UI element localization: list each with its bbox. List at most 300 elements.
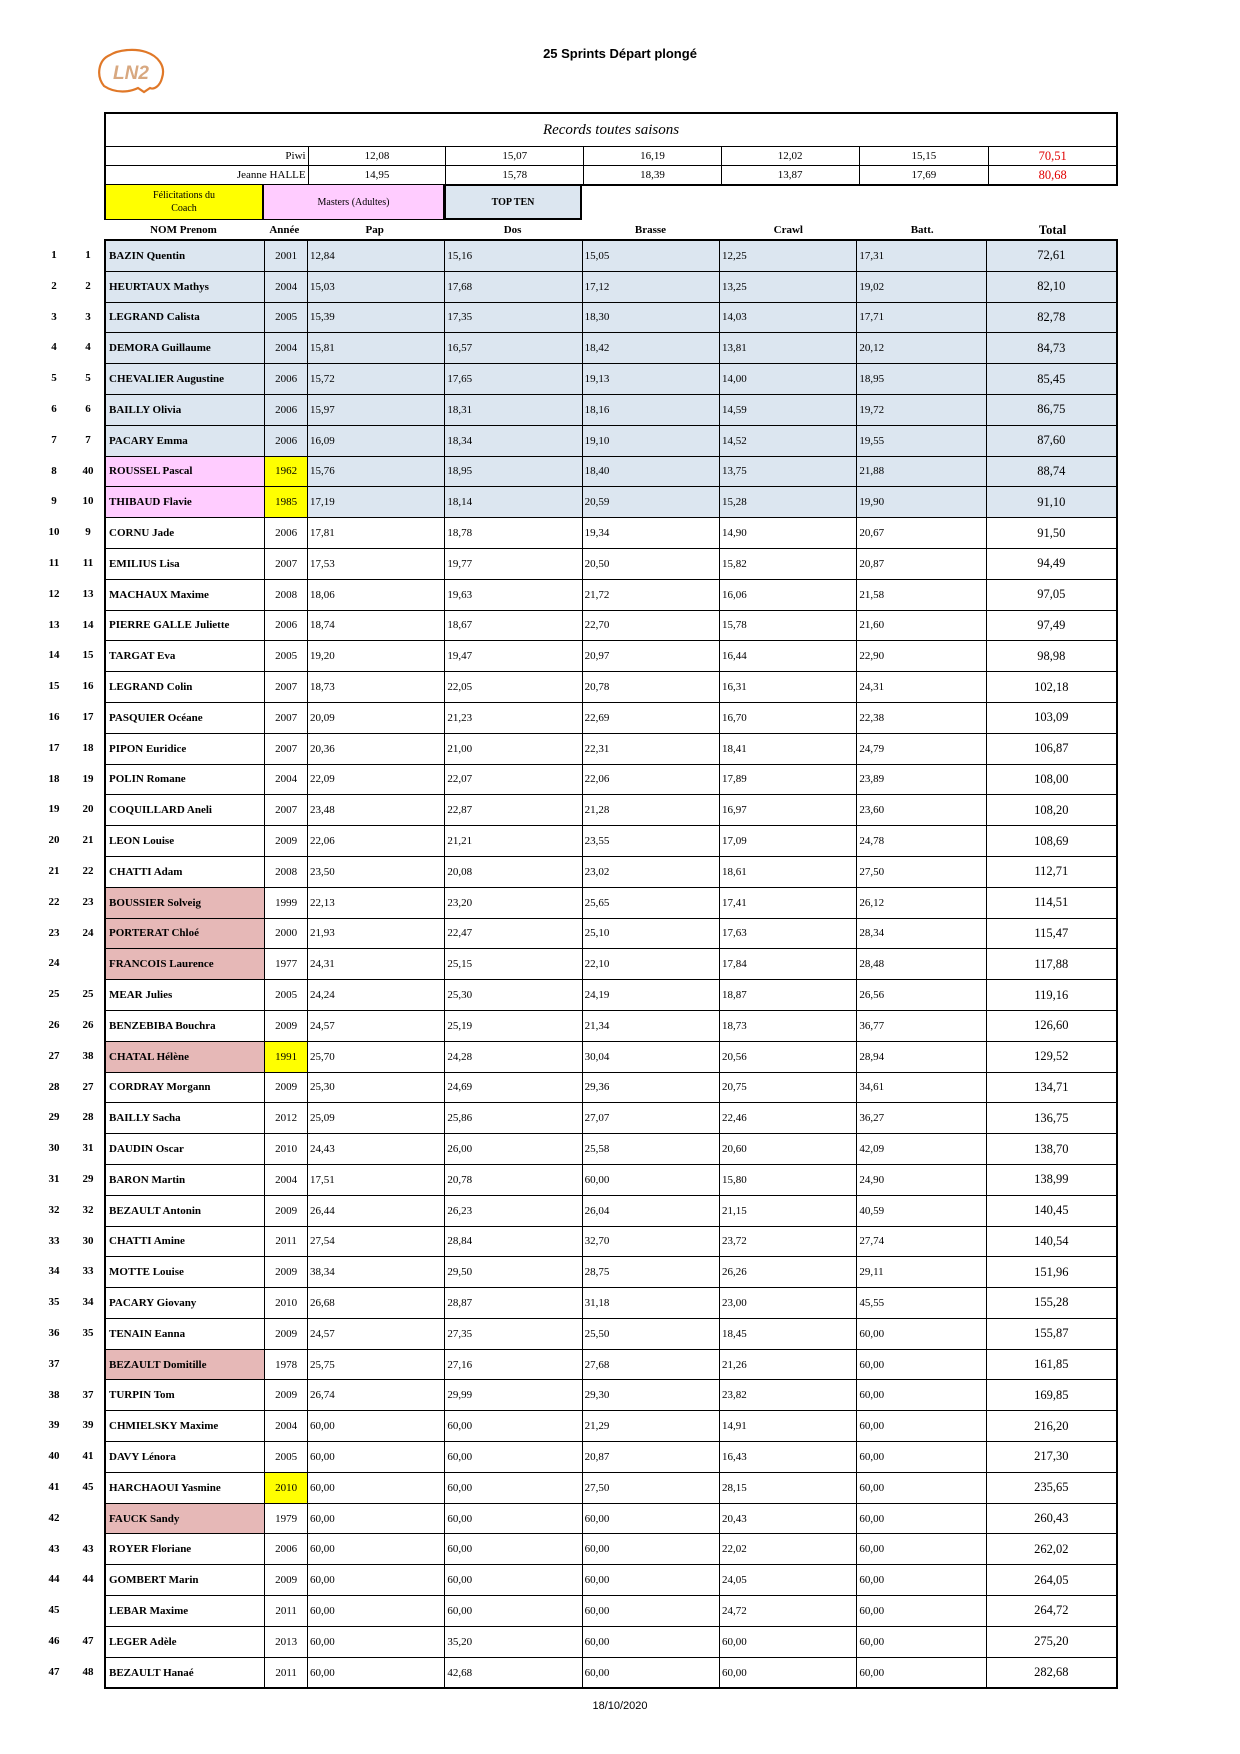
time-pap: 24,57 — [307, 1011, 444, 1041]
athlete-name: CHMIELSKY Maxime — [109, 1420, 219, 1433]
rank-number: 20 — [48, 834, 60, 847]
time-dos: 21,00 — [444, 734, 581, 764]
total-time: 126,60 — [986, 1011, 1116, 1041]
time-brasse: 21,72 — [582, 580, 719, 610]
previous-rank: 40 — [82, 464, 94, 477]
time-pap: 18,73 — [307, 672, 444, 702]
logo-text: LN2 — [113, 63, 149, 84]
time-batt: 22,38 — [856, 703, 985, 733]
time-crawl: 14,03 — [719, 303, 856, 333]
time-dos: 18,31 — [444, 395, 581, 425]
time-dos: 18,34 — [444, 426, 581, 456]
athlete-name: BENZEBIBA Bouchra — [109, 1019, 216, 1032]
time-pap: 24,57 — [307, 1319, 444, 1349]
previous-rank: 44 — [82, 1573, 94, 1586]
time-batt: 28,94 — [856, 1042, 985, 1072]
time-batt: 21,60 — [856, 611, 985, 641]
time-dos: 26,00 — [444, 1134, 581, 1164]
birth-year: 2007 — [264, 734, 307, 764]
time-batt: 60,00 — [856, 1565, 985, 1595]
rank-number: 17 — [48, 741, 60, 754]
previous-rank: 48 — [82, 1665, 94, 1678]
previous-rank: 7 — [85, 433, 91, 446]
time-pap: 15,76 — [307, 457, 444, 487]
table-row — [106, 1072, 1116, 1103]
time-brasse: 22,10 — [582, 949, 719, 979]
time-crawl: 13,75 — [719, 457, 856, 487]
time-batt: 42,09 — [856, 1134, 985, 1164]
previous-rank: 43 — [82, 1542, 94, 1555]
record-value: 13,87 — [721, 166, 859, 184]
total-time: 103,09 — [986, 703, 1116, 733]
rank-number: 8 — [51, 464, 57, 477]
table-row — [106, 733, 1116, 764]
birth-year: 2010 — [264, 1134, 307, 1164]
time-crawl: 16,43 — [719, 1442, 856, 1472]
athlete-name: TENAIN Eanna — [109, 1327, 186, 1340]
total-time: 260,43 — [986, 1504, 1116, 1534]
birth-year: 2006 — [264, 395, 307, 425]
time-pap: 15,81 — [307, 333, 444, 363]
birth-year: 2006 — [264, 611, 307, 641]
total-time: 138,99 — [986, 1165, 1116, 1195]
time-batt: 60,00 — [856, 1319, 985, 1349]
athlete-name: BAILLY Olivia — [106, 395, 264, 425]
previous-rank: 30 — [82, 1234, 94, 1247]
rank-number: 1 — [51, 248, 57, 261]
time-brasse: 29,30 — [582, 1380, 719, 1410]
birth-year: 2008 — [264, 580, 307, 610]
total-time: 94,49 — [986, 549, 1116, 579]
time-crawl: 22,02 — [719, 1534, 856, 1564]
time-pap: 17,81 — [307, 518, 444, 548]
time-crawl: 20,43 — [719, 1504, 856, 1534]
birth-year: 2007 — [264, 795, 307, 825]
birth-year: 1979 — [264, 1504, 307, 1534]
time-pap: 60,00 — [307, 1534, 444, 1564]
header-name: NOM Prenom — [150, 224, 217, 236]
time-crawl: 16,06 — [719, 580, 856, 610]
birth-year: 2011 — [264, 1596, 307, 1626]
table-row — [106, 1287, 1116, 1318]
birth-year: 2011 — [264, 1227, 307, 1257]
birth-year: 2009 — [264, 1319, 307, 1349]
table-row — [106, 517, 1116, 548]
time-crawl: 14,00 — [719, 364, 856, 394]
time-crawl: 15,78 — [719, 611, 856, 641]
time-crawl: 23,72 — [719, 1227, 856, 1257]
previous-rank: 38 — [82, 1049, 94, 1062]
time-crawl: 24,05 — [719, 1565, 856, 1595]
birth-year: 2007 — [264, 703, 307, 733]
birth-year: 2005 — [264, 1442, 307, 1472]
time-batt: 60,00 — [856, 1627, 985, 1657]
previous-rank: 5 — [85, 372, 91, 385]
time-crawl: 21,26 — [719, 1350, 856, 1380]
rank-number: 18 — [48, 772, 60, 785]
total-time: 108,69 — [986, 826, 1116, 856]
time-batt: 60,00 — [856, 1658, 985, 1688]
time-pap: 20,36 — [307, 734, 444, 764]
rank-number: 23 — [48, 926, 60, 939]
table-row — [106, 579, 1116, 610]
previous-rank: 25 — [82, 988, 94, 1001]
total-time: 82,10 — [986, 272, 1116, 302]
previous-rank: 26 — [82, 1018, 94, 1031]
time-crawl: 23,00 — [719, 1288, 856, 1318]
previous-rank: 33 — [82, 1265, 94, 1278]
birth-year: 1991 — [264, 1042, 307, 1072]
total-time: 112,71 — [986, 857, 1116, 887]
time-brasse: 18,16 — [582, 395, 719, 425]
time-dos: 16,57 — [444, 333, 581, 363]
total-time: 140,45 — [986, 1196, 1116, 1226]
rank-number: 27 — [48, 1049, 60, 1062]
previous-rank: 16 — [82, 680, 94, 693]
time-batt: 19,55 — [856, 426, 985, 456]
time-crawl: 17,89 — [719, 765, 856, 795]
birth-year: 2004 — [264, 765, 307, 795]
time-pap: 22,13 — [307, 888, 444, 918]
total-time: 82,78 — [986, 303, 1116, 333]
birth-year: 2010 — [264, 1288, 307, 1318]
time-batt: 19,72 — [856, 395, 985, 425]
record-row — [106, 147, 1116, 165]
birth-year: 2004 — [264, 1165, 307, 1195]
record-value: 12,02 — [721, 147, 859, 165]
time-pap: 22,09 — [307, 765, 444, 795]
table-row — [106, 610, 1116, 641]
record-row — [106, 165, 1116, 184]
rank-number: 41 — [48, 1480, 60, 1493]
time-batt: 60,00 — [856, 1380, 985, 1410]
time-dos: 35,20 — [444, 1627, 581, 1657]
athlete-name: HARCHAOUI Yasmine — [109, 1481, 221, 1494]
time-pap: 17,53 — [307, 549, 444, 579]
table-row — [106, 948, 1116, 979]
time-dos: 23,20 — [444, 888, 581, 918]
time-dos: 60,00 — [444, 1411, 581, 1441]
athlete-name: PASQUIER Océane — [109, 711, 203, 724]
previous-rank: 21 — [82, 834, 94, 847]
previous-rank: 14 — [82, 618, 94, 631]
athlete-name: HEURTAUX Mathys — [106, 272, 264, 302]
table-row — [106, 1503, 1116, 1534]
time-pap: 15,39 — [307, 303, 444, 333]
time-pap: 18,06 — [307, 580, 444, 610]
athlete-name: LEGRAND Colin — [109, 681, 193, 694]
time-pap: 16,09 — [307, 426, 444, 456]
time-crawl: 14,52 — [719, 426, 856, 456]
table-row — [106, 241, 1116, 271]
header-batt: Batt. — [910, 224, 934, 236]
table-row — [106, 979, 1116, 1010]
total-time: 155,87 — [986, 1319, 1116, 1349]
records-table — [104, 112, 1118, 186]
header-brasse: Brasse — [634, 224, 667, 236]
table-row — [106, 363, 1116, 394]
table-row — [106, 1533, 1116, 1564]
time-dos: 27,35 — [444, 1319, 581, 1349]
time-dos: 22,87 — [444, 795, 581, 825]
time-crawl: 28,15 — [719, 1473, 856, 1503]
time-dos: 19,77 — [444, 549, 581, 579]
table-row — [106, 1133, 1116, 1164]
athlete-name: BEZAULT Domitille — [106, 1350, 264, 1380]
time-dos: 18,14 — [444, 487, 581, 517]
previous-rank: 10 — [82, 495, 94, 508]
time-crawl: 14,91 — [719, 1411, 856, 1441]
time-pap: 24,31 — [307, 949, 444, 979]
total-time: 86,75 — [986, 395, 1116, 425]
rank-number: 31 — [48, 1172, 60, 1185]
footer-date: 18/10/2020 — [592, 1700, 648, 1712]
time-batt: 26,56 — [856, 980, 985, 1010]
time-brasse: 60,00 — [582, 1534, 719, 1564]
time-brasse: 27,50 — [582, 1473, 719, 1503]
birth-year: 2006 — [264, 426, 307, 456]
birth-year: 2006 — [264, 364, 307, 394]
athlete-name: EMILIUS Lisa — [109, 557, 180, 570]
time-crawl: 12,25 — [719, 241, 856, 271]
time-crawl: 13,25 — [719, 272, 856, 302]
time-dos: 21,21 — [444, 826, 581, 856]
athlete-name: TARGAT Eva — [109, 650, 176, 663]
time-batt: 60,00 — [856, 1534, 985, 1564]
previous-rank: 45 — [82, 1480, 94, 1493]
previous-rank: 41 — [82, 1450, 94, 1463]
rank-number: 10 — [48, 526, 60, 539]
time-dos: 17,35 — [444, 303, 581, 333]
time-pap: 19,20 — [307, 641, 444, 671]
rank-number: 9 — [51, 495, 57, 508]
table-row — [106, 1626, 1116, 1657]
time-batt: 26,12 — [856, 888, 985, 918]
time-dos: 17,65 — [444, 364, 581, 394]
time-batt: 20,67 — [856, 518, 985, 548]
time-crawl: 20,60 — [719, 1134, 856, 1164]
time-dos: 28,87 — [444, 1288, 581, 1318]
time-pap: 27,54 — [307, 1227, 444, 1257]
time-crawl: 14,59 — [719, 395, 856, 425]
time-batt: 23,89 — [856, 765, 985, 795]
previous-rank: 37 — [82, 1388, 94, 1401]
time-dos: 28,84 — [444, 1227, 581, 1257]
birth-year: 2005 — [264, 980, 307, 1010]
total-time: 155,28 — [986, 1288, 1116, 1318]
athlete-name: PIERRE GALLE Juliette — [109, 619, 230, 632]
time-pap: 23,48 — [307, 795, 444, 825]
previous-rank: 32 — [82, 1203, 94, 1216]
time-crawl: 26,26 — [719, 1257, 856, 1287]
rank-number: 28 — [48, 1080, 60, 1093]
athlete-name: CHEVALIER Augustine — [106, 364, 264, 394]
rank-number: 30 — [48, 1142, 60, 1155]
total-time: 87,60 — [986, 426, 1116, 456]
table-row — [106, 1226, 1116, 1257]
total-time: 114,51 — [986, 888, 1116, 918]
previous-rank: 6 — [85, 402, 91, 415]
time-dos: 22,47 — [444, 919, 581, 949]
total-time: 216,20 — [986, 1411, 1116, 1441]
birth-year: 2000 — [264, 919, 307, 949]
time-crawl: 16,44 — [719, 641, 856, 671]
time-batt: 28,48 — [856, 949, 985, 979]
athlete-name: LEGRAND Calista — [106, 303, 264, 333]
column-headers — [104, 221, 1118, 239]
total-time: 136,75 — [986, 1103, 1116, 1133]
athlete-name: ROUSSEL Pascal — [106, 457, 264, 487]
birth-year: 2009 — [264, 1565, 307, 1595]
time-batt: 36,27 — [856, 1103, 985, 1133]
previous-rank: 22 — [82, 864, 94, 877]
birth-year: 1962 — [264, 457, 307, 487]
athlete-name: MEAR Julies — [109, 989, 173, 1002]
rank-number: 46 — [48, 1634, 60, 1647]
table-row — [106, 1010, 1116, 1041]
time-batt: 23,60 — [856, 795, 985, 825]
rank-number: 45 — [48, 1604, 60, 1617]
time-batt: 24,78 — [856, 826, 985, 856]
time-pap: 60,00 — [307, 1596, 444, 1626]
previous-rank: 47 — [82, 1634, 94, 1647]
rank-number: 15 — [48, 680, 60, 693]
time-batt: 60,00 — [856, 1442, 985, 1472]
time-batt: 20,87 — [856, 549, 985, 579]
rank-number: 19 — [48, 803, 60, 816]
time-crawl: 17,63 — [719, 919, 856, 949]
athlete-name: ROYER Floriane — [109, 1543, 192, 1556]
athlete-name: CHATAL Hélène — [106, 1042, 264, 1072]
previous-rank: 35 — [82, 1326, 94, 1339]
time-dos: 29,99 — [444, 1380, 581, 1410]
time-brasse: 18,42 — [582, 333, 719, 363]
record-holder: Jeanne HALLE — [236, 169, 306, 181]
legend-felicitations: Félicitations du Coach — [104, 184, 263, 220]
table-row — [106, 1349, 1116, 1380]
time-pap: 60,00 — [307, 1411, 444, 1441]
table-row — [106, 1195, 1116, 1226]
previous-rank: 31 — [82, 1142, 94, 1155]
athlete-name: POLIN Romane — [109, 773, 186, 786]
previous-rank: 29 — [82, 1172, 94, 1185]
time-brasse: 24,19 — [582, 980, 719, 1010]
birth-year: 2009 — [264, 1257, 307, 1287]
time-brasse: 18,40 — [582, 457, 719, 487]
table-row — [106, 671, 1116, 702]
record-value: 15,78 — [445, 166, 583, 184]
time-dos: 22,07 — [444, 765, 581, 795]
athlete-name: MACHAUX Maxime — [109, 588, 209, 601]
time-brasse: 60,00 — [582, 1658, 719, 1688]
birth-year: 2007 — [264, 672, 307, 702]
athlete-name: BOUSSIER Solveig — [106, 888, 264, 918]
previous-rank: 20 — [82, 803, 94, 816]
time-dos: 18,67 — [444, 611, 581, 641]
time-brasse: 22,69 — [582, 703, 719, 733]
rank-number: 32 — [48, 1203, 60, 1216]
athlete-name: PIPON Euridice — [109, 742, 187, 755]
legend-masters: Masters (Adultes) — [263, 184, 444, 220]
time-batt: 27,74 — [856, 1227, 985, 1257]
time-batt: 24,90 — [856, 1165, 985, 1195]
athlete-name: GOMBERT Marin — [109, 1574, 199, 1587]
rank-number: 35 — [48, 1296, 60, 1309]
time-brasse: 32,70 — [582, 1227, 719, 1257]
time-crawl: 18,73 — [719, 1011, 856, 1041]
record-value: 17,69 — [859, 166, 989, 184]
time-brasse: 17,12 — [582, 272, 719, 302]
total-time: 72,61 — [986, 241, 1116, 271]
table-row — [106, 1041, 1116, 1072]
time-brasse: 20,59 — [582, 487, 719, 517]
record-total: 70,51 — [988, 147, 1116, 165]
table-row — [106, 1256, 1116, 1287]
time-crawl: 60,00 — [719, 1658, 856, 1688]
total-time: 88,74 — [986, 457, 1116, 487]
time-batt: 19,02 — [856, 272, 985, 302]
total-time: 108,00 — [986, 765, 1116, 795]
rank-number: 26 — [48, 1018, 60, 1031]
table-row — [106, 887, 1116, 918]
time-brasse: 23,02 — [582, 857, 719, 887]
time-brasse: 15,05 — [582, 241, 719, 271]
total-time: 134,71 — [986, 1073, 1116, 1103]
total-time: 169,85 — [986, 1380, 1116, 1410]
total-time: 264,72 — [986, 1596, 1116, 1626]
previous-rank: 13 — [82, 587, 94, 600]
results-table — [104, 239, 1118, 1689]
rank-number: 37 — [48, 1357, 60, 1370]
time-brasse: 60,00 — [582, 1504, 719, 1534]
time-brasse: 22,06 — [582, 765, 719, 795]
time-brasse: 19,34 — [582, 518, 719, 548]
header-pap: Pap — [365, 224, 384, 236]
time-dos: 24,69 — [444, 1073, 581, 1103]
table-row — [106, 1410, 1116, 1441]
previous-rank: 11 — [82, 556, 94, 569]
birth-year: 1977 — [264, 949, 307, 979]
club-logo — [94, 46, 168, 100]
time-crawl: 18,41 — [719, 734, 856, 764]
time-pap: 26,68 — [307, 1288, 444, 1318]
time-crawl: 60,00 — [719, 1627, 856, 1657]
rank-number: 44 — [48, 1573, 60, 1586]
time-crawl: 17,41 — [719, 888, 856, 918]
athlete-name: BAZIN Quentin — [106, 241, 264, 271]
birth-year: 2006 — [264, 518, 307, 548]
total-time: 138,70 — [986, 1134, 1116, 1164]
athlete-name: COQUILLARD Aneli — [109, 804, 212, 817]
table-row — [106, 640, 1116, 671]
time-brasse: 25,58 — [582, 1134, 719, 1164]
time-crawl: 15,28 — [719, 487, 856, 517]
rank-number: 7 — [51, 433, 57, 446]
time-pap: 26,74 — [307, 1380, 444, 1410]
previous-rank: 3 — [85, 310, 91, 323]
time-dos: 42,68 — [444, 1658, 581, 1688]
athlete-name: DEMORA Guillaume — [106, 333, 264, 363]
time-batt: 17,31 — [856, 241, 985, 271]
time-dos: 24,28 — [444, 1042, 581, 1072]
rank-number: 29 — [48, 1111, 60, 1124]
time-crawl: 16,31 — [719, 672, 856, 702]
time-batt: 24,79 — [856, 734, 985, 764]
rank-number: 33 — [48, 1234, 60, 1247]
athlete-name: DAVY Lénora — [109, 1450, 176, 1463]
time-batt: 27,50 — [856, 857, 985, 887]
time-batt: 20,12 — [856, 333, 985, 363]
